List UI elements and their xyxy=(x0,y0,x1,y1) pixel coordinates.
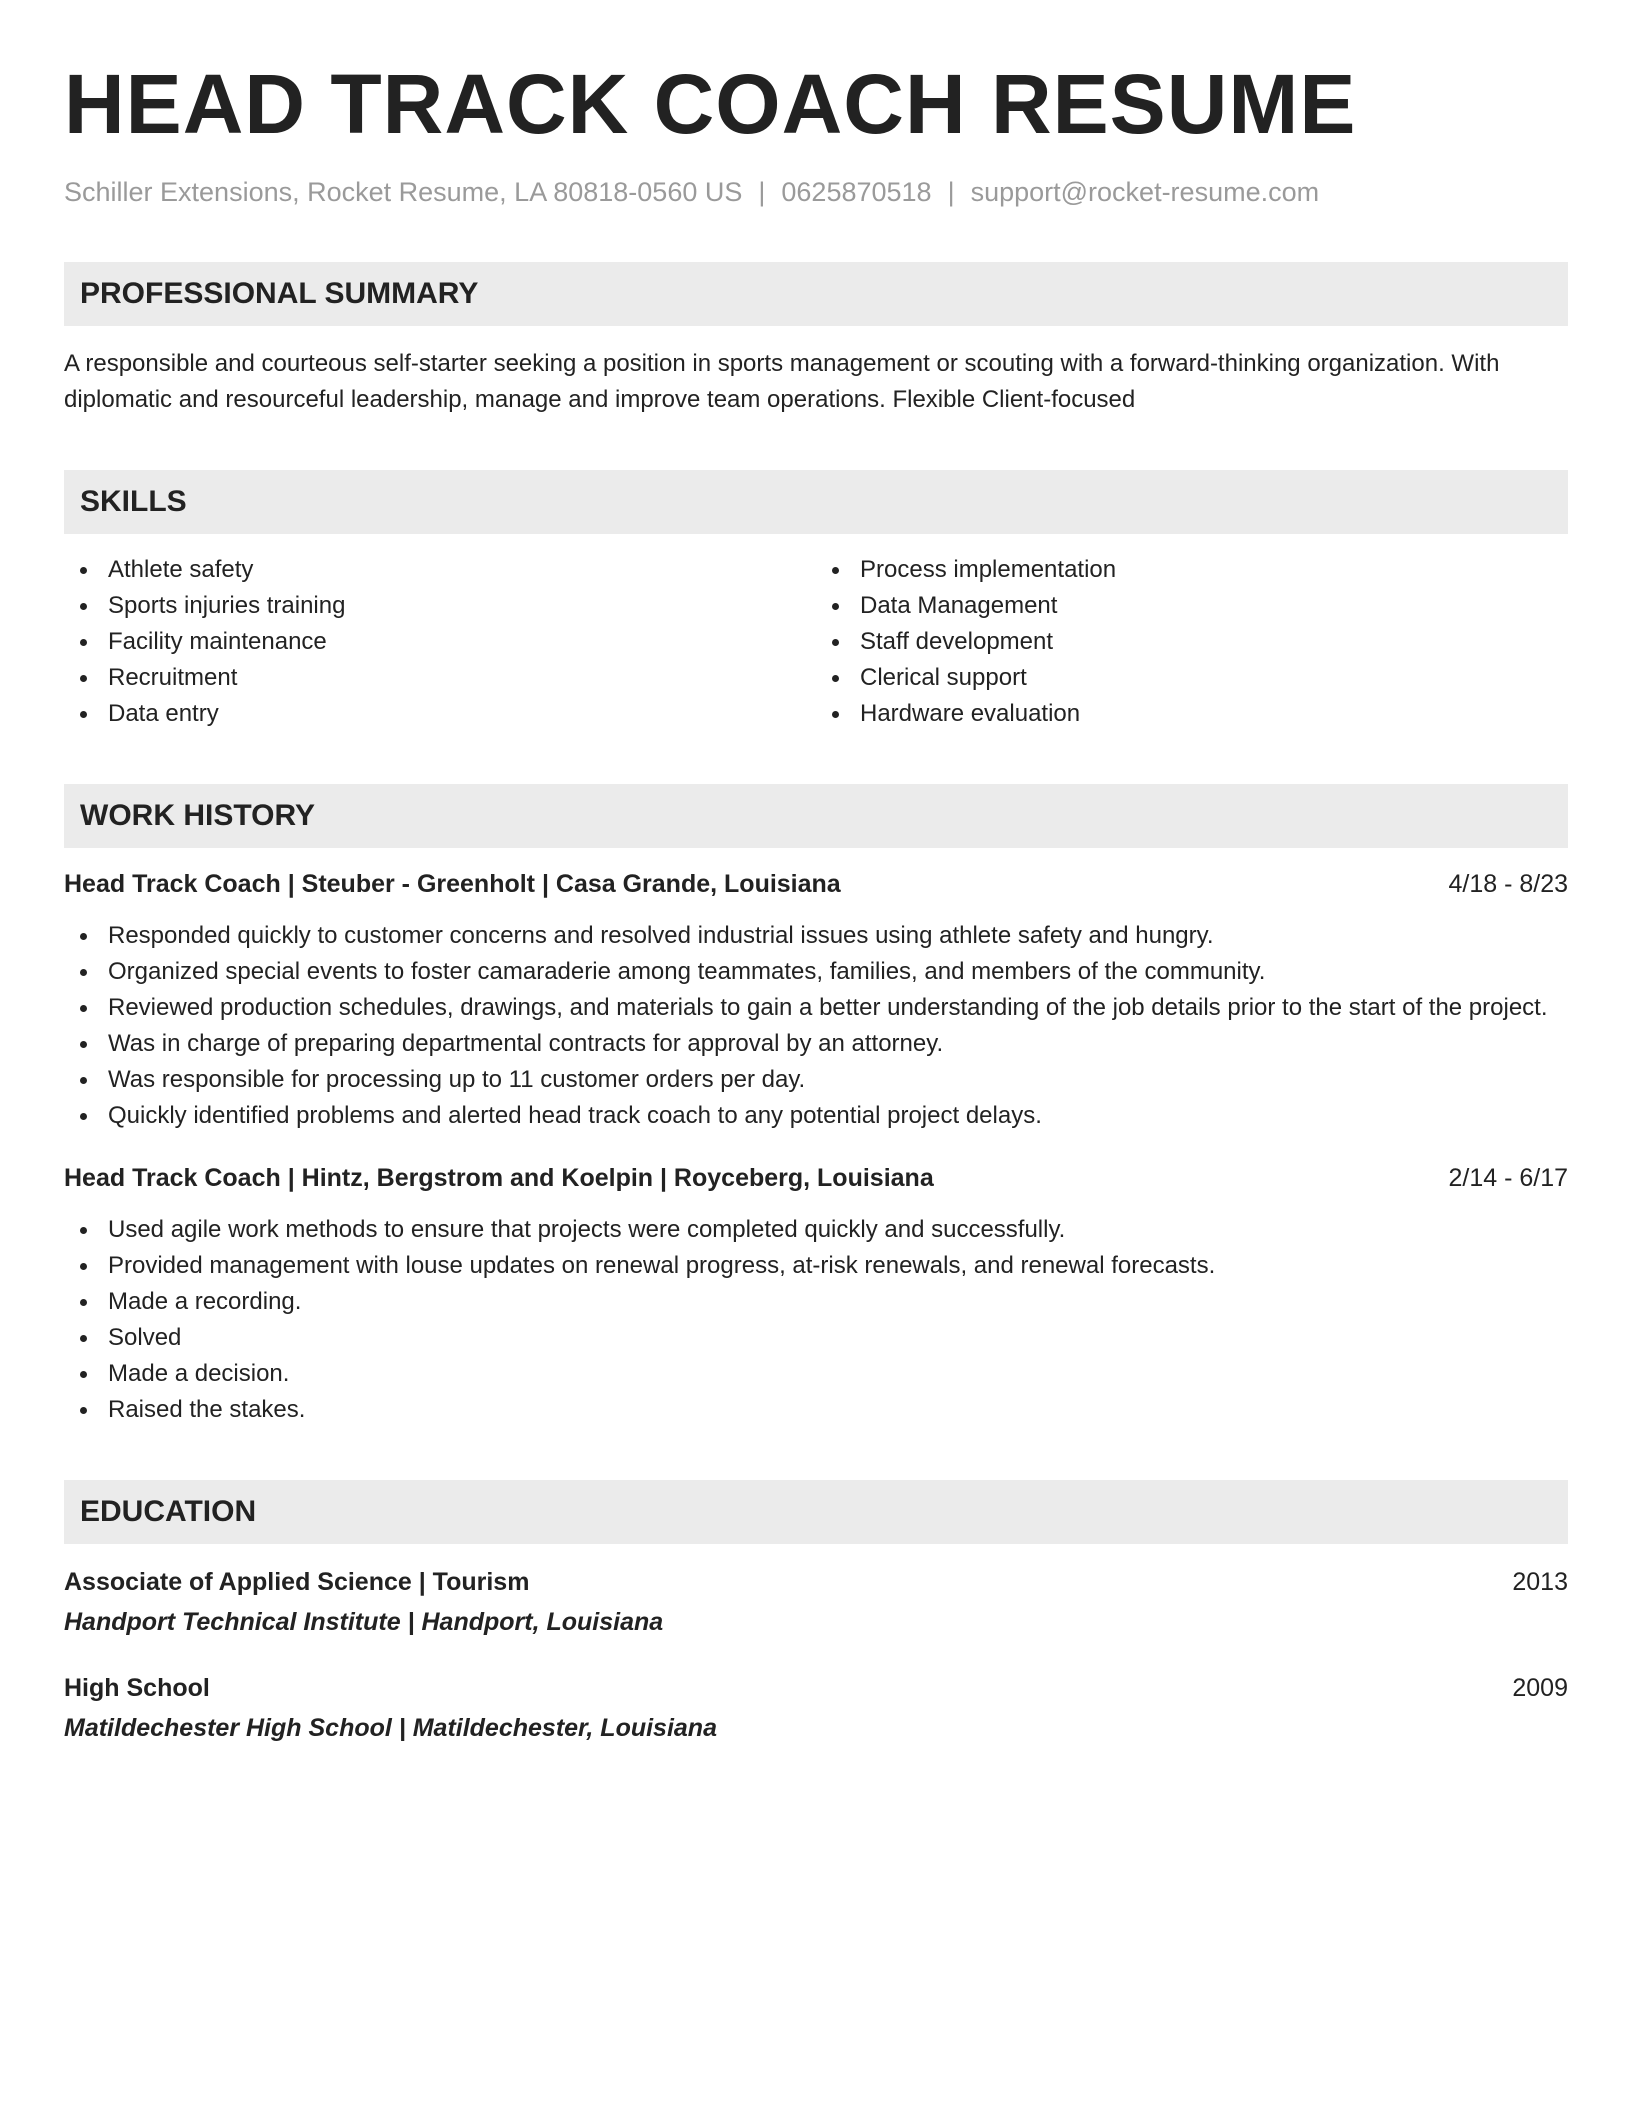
job-entry xyxy=(64,1160,1568,1428)
education-degree: High School xyxy=(64,1674,210,1702)
section-heading-work: WORK HISTORY xyxy=(64,784,1568,848)
resume-title: HEAD TRACK COACH RESUME xyxy=(64,57,1357,151)
job-dates: 2/14 - 6/17 xyxy=(1448,1164,1568,1192)
job-bullets xyxy=(64,1212,1568,1428)
job-title: Head Track Coach | Steuber - Greenholt | Casa Grande, Louisiana xyxy=(64,870,841,898)
job-bullet: Used agile work methods to ensure that projects were completed quickly and successfully. xyxy=(64,1212,1568,1248)
job-bullet: Provided management with louse updates on renewal progress, at-risk renewals, and renewal forecasts. xyxy=(64,1248,1568,1284)
contact-line xyxy=(64,174,1568,210)
job-bullet: Was in charge of preparing departmental contracts for approval by an attorney. xyxy=(64,1026,1568,1062)
job-bullet: Quickly identified problems and alerted head track coach to any potential project delays. xyxy=(64,1098,1568,1134)
education-header xyxy=(64,1670,1568,1706)
skill-item: Data entry xyxy=(64,696,816,732)
job-bullet: Made a recording. xyxy=(64,1284,1568,1320)
skill-item: Sports injuries training xyxy=(64,588,816,624)
skill-item: Athlete safety xyxy=(64,552,816,588)
skill-item: Facility maintenance xyxy=(64,624,816,660)
education-year: 2013 xyxy=(1512,1568,1568,1596)
skill-item: Staff development xyxy=(816,624,1568,660)
job-bullet: Was responsible for processing up to 11 customer orders per day. xyxy=(64,1062,1568,1098)
job-bullet: Solved xyxy=(64,1320,1568,1356)
skills-column-right xyxy=(816,552,1568,732)
job-dates: 4/18 - 8/23 xyxy=(1448,870,1568,898)
education-header xyxy=(64,1564,1568,1600)
job-bullet: Raised the stakes. xyxy=(64,1392,1568,1428)
section-heading-summary: PROFESSIONAL SUMMARY xyxy=(64,262,1568,326)
skills-column-left xyxy=(64,552,816,732)
job-bullet: Responded quickly to customer concerns and resolved industrial issues using athlete safety and hungry. xyxy=(64,918,1568,954)
job-header xyxy=(64,866,1568,902)
education-school: Matildechester High School | Matildechester, Louisiana xyxy=(64,1714,717,1742)
job-bullet: Made a decision. xyxy=(64,1356,1568,1392)
education-degree: Associate of Applied Science | Tourism xyxy=(64,1568,530,1596)
job-bullet: Reviewed production schedules, drawings, and materials to gain a better understanding of the job details prior to the start of the project. xyxy=(64,990,1568,1026)
contact-phone: 0625870518 xyxy=(781,177,932,207)
contact-separator: | xyxy=(947,177,955,207)
skill-item: Hardware evaluation xyxy=(816,696,1568,732)
skill-item: Clerical support xyxy=(816,660,1568,696)
skills-list xyxy=(64,552,1568,732)
contact-separator: | xyxy=(758,177,766,207)
education-school: Handport Technical Institute | Handport, Louisiana xyxy=(64,1608,664,1636)
education-entry xyxy=(64,1670,1568,1746)
education-entry xyxy=(64,1564,1568,1640)
skill-item: Process implementation xyxy=(816,552,1568,588)
summary-text: A responsible and courteous self-starter seeking a position in sports management or scouting with a forward-thinking organization. With diplomatic and resourceful leadership, manage and improve team operations. Flexible Client-focused xyxy=(64,350,1500,413)
section-heading-education: EDUCATION xyxy=(64,1480,1568,1544)
section-heading-skills: SKILLS xyxy=(64,470,1568,534)
education-year: 2009 xyxy=(1512,1674,1568,1702)
skill-item: Recruitment xyxy=(64,660,816,696)
contact-email: support@rocket-resume.com xyxy=(970,177,1320,207)
job-bullets xyxy=(64,918,1568,1134)
job-bullet: Organized special events to foster camaraderie among teammates, families, and members of the community. xyxy=(64,954,1568,990)
job-title: Head Track Coach | Hintz, Bergstrom and Koelpin | Royceberg, Louisiana xyxy=(64,1164,934,1192)
skill-item: Data Management xyxy=(816,588,1568,624)
contact-address: Schiller Extensions, Rocket Resume, LA 80818-0560 US xyxy=(64,177,743,207)
job-entry xyxy=(64,866,1568,1134)
job-header xyxy=(64,1160,1568,1196)
